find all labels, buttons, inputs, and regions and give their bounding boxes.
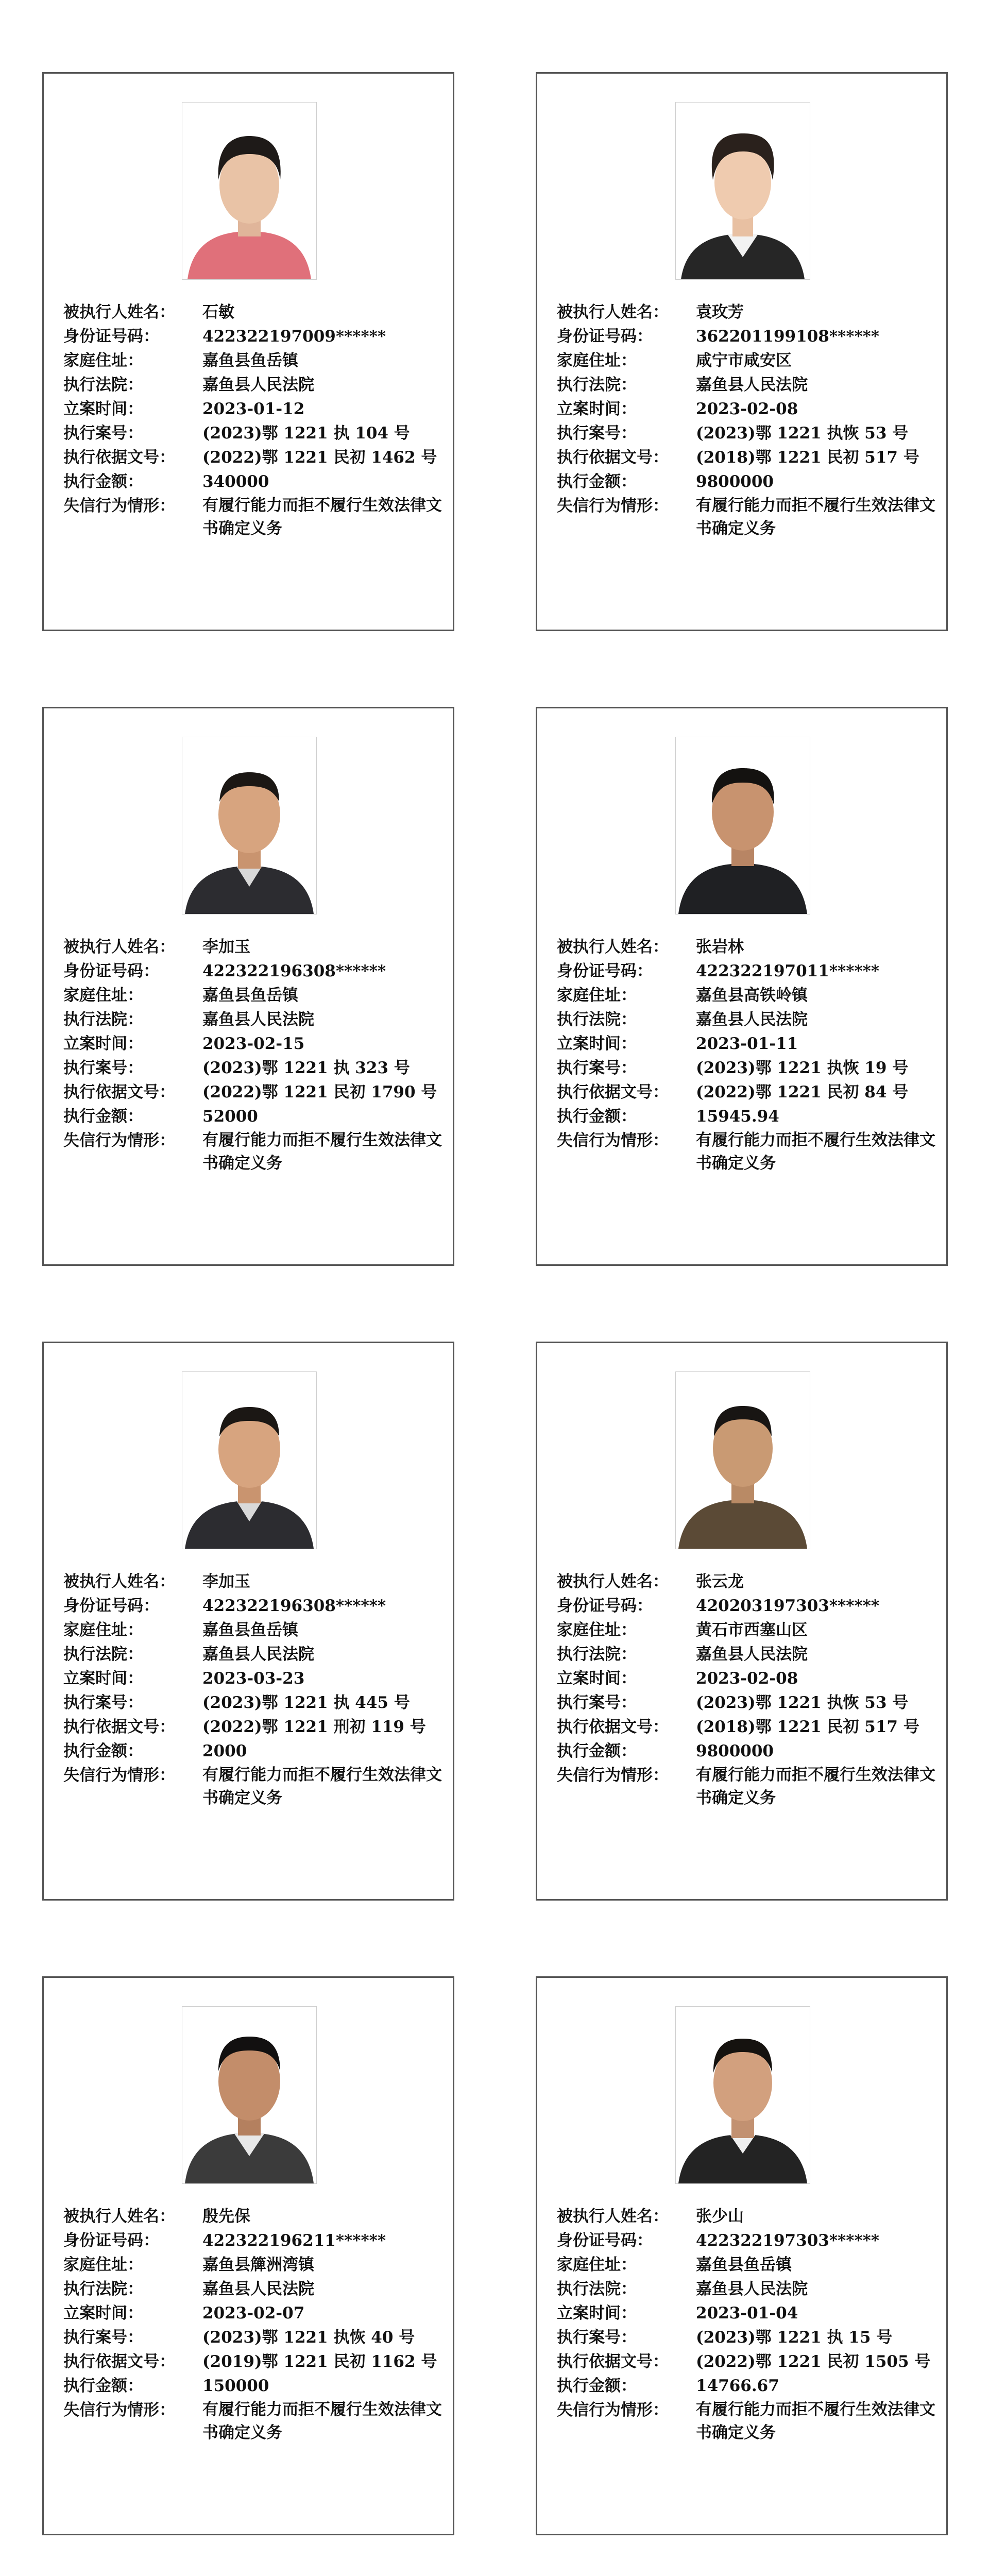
- label-name: 被执行人姓名：: [63, 303, 175, 321]
- person-fields: [63, 2205, 445, 2445]
- label-case-number: 执行案号：: [63, 1693, 143, 1712]
- value-filing-date: 2023-02-08: [696, 400, 798, 418]
- value-name: 李加玉: [202, 938, 250, 956]
- label-id-number: 身份证号码：: [557, 327, 653, 346]
- value-filing-date: 2023-03-23: [202, 1669, 305, 1688]
- value-case-number: (2023)鄂 1221 执恢 40 号: [202, 2328, 415, 2347]
- value-amount: 340000: [202, 472, 269, 491]
- value-address: 嘉鱼县簰洲湾镇: [202, 2256, 314, 2274]
- value-court: 嘉鱼县人民法院: [696, 1645, 808, 1664]
- value-court: 嘉鱼县人民法院: [696, 376, 808, 394]
- person-fields: [557, 1570, 938, 1810]
- label-amount: 执行金额：: [557, 472, 637, 491]
- label-amount: 执行金额：: [63, 1742, 143, 1760]
- label-basis-document: 执行依据文号：: [557, 448, 669, 467]
- label-court: 执行法院：: [63, 1645, 143, 1664]
- label-filing-date: 立案时间：: [557, 1669, 637, 1688]
- person-card-6: [536, 1342, 948, 1901]
- value-id-number: 362201199108******: [696, 327, 880, 346]
- label-name: 被执行人姓名：: [557, 1572, 669, 1591]
- label-dishonest-behavior: 失信行为情形：: [63, 1131, 175, 1150]
- value-name: 张云龙: [696, 1572, 744, 1591]
- value-basis-document: (2022)鄂 1221 民初 1790 号: [202, 1083, 437, 1101]
- label-filing-date: 立案时间：: [63, 1669, 143, 1688]
- value-amount: 15945.94: [696, 1107, 779, 1126]
- label-basis-document: 执行依据文号：: [63, 448, 175, 467]
- label-dishonest-behavior: 失信行为情形：: [557, 497, 669, 515]
- value-id-number: 422322196308******: [202, 1597, 386, 1615]
- value-id-number: 420203197303******: [696, 1597, 880, 1615]
- value-amount: 2000: [202, 1742, 247, 1760]
- value-case-number: (2023)鄂 1221 执 323 号: [202, 1059, 410, 1077]
- label-name: 被执行人姓名：: [557, 938, 669, 956]
- label-court: 执行法院：: [63, 376, 143, 394]
- value-id-number: 422322196211******: [202, 2231, 386, 2250]
- label-amount: 执行金额：: [557, 2377, 637, 2395]
- portrait-photo: [675, 1371, 810, 1549]
- label-court: 执行法院：: [557, 1645, 637, 1664]
- value-filing-date: 2023-02-07: [202, 2304, 305, 2323]
- label-address: 家庭住址：: [557, 1621, 637, 1639]
- person-card-4: [536, 707, 948, 1266]
- value-dishonest-behavior: 有履行能力而拒不履行生效法律文书确定义务: [202, 2400, 442, 2442]
- label-court: 执行法院：: [557, 376, 637, 394]
- label-id-number: 身份证号码：: [557, 2231, 653, 2250]
- value-dishonest-behavior: 有履行能力而拒不履行生效法律文书确定义务: [696, 1131, 935, 1173]
- label-id-number: 身份证号码：: [63, 327, 159, 346]
- label-id-number: 身份证号码：: [63, 2231, 159, 2250]
- value-case-number: (2023)鄂 1221 执恢 53 号: [696, 1693, 909, 1712]
- portrait-photo: [182, 102, 317, 280]
- person-card-1: [42, 72, 454, 631]
- label-name: 被执行人姓名：: [557, 303, 669, 321]
- label-amount: 执行金额：: [557, 1742, 637, 1760]
- person-fields: [557, 300, 938, 540]
- label-dishonest-behavior: 失信行为情形：: [63, 2401, 175, 2419]
- value-amount: 14766.67: [696, 2377, 779, 2395]
- label-case-number: 执行案号：: [557, 424, 637, 443]
- value-id-number: 422322197009******: [202, 327, 386, 346]
- label-name: 被执行人姓名：: [63, 1572, 175, 1591]
- portrait-photo: [182, 1371, 317, 1549]
- label-address: 家庭住址：: [63, 351, 143, 370]
- label-basis-document: 执行依据文号：: [63, 2352, 175, 2371]
- label-id-number: 身份证号码：: [63, 1597, 159, 1615]
- value-dishonest-behavior: 有履行能力而拒不履行生效法律文书确定义务: [696, 1766, 935, 1807]
- person-card-8: [536, 1976, 948, 2535]
- value-address: 嘉鱼县鱼岳镇: [202, 986, 298, 1005]
- value-court: 嘉鱼县人民法院: [202, 1010, 314, 1029]
- label-basis-document: 执行依据文号：: [557, 1083, 669, 1101]
- value-dishonest-behavior: 有履行能力而拒不履行生效法律文书确定义务: [202, 1766, 442, 1807]
- value-basis-document: (2022)鄂 1221 刑初 119 号: [202, 1718, 426, 1736]
- label-filing-date: 立案时间：: [557, 1035, 637, 1053]
- value-address: 嘉鱼县高铁岭镇: [696, 986, 808, 1005]
- portrait-silhouette-icon: [182, 1372, 316, 1549]
- value-name: 殷先保: [202, 2207, 250, 2226]
- label-basis-document: 执行依据文号：: [557, 1718, 669, 1736]
- label-filing-date: 立案时间：: [63, 1035, 143, 1053]
- label-name: 被执行人姓名：: [557, 2207, 669, 2226]
- value-dishonest-behavior: 有履行能力而拒不履行生效法律文书确定义务: [696, 496, 935, 538]
- portrait-silhouette-icon: [676, 1372, 810, 1549]
- label-court: 执行法院：: [557, 2280, 637, 2298]
- label-dishonest-behavior: 失信行为情形：: [557, 1766, 669, 1785]
- label-basis-document: 执行依据文号：: [557, 2352, 669, 2371]
- portrait-silhouette-icon: [182, 737, 316, 914]
- label-address: 家庭住址：: [63, 986, 143, 1005]
- value-case-number: (2023)鄂 1221 执 104 号: [202, 424, 410, 443]
- value-amount: 9800000: [696, 472, 774, 491]
- value-dishonest-behavior: 有履行能力而拒不履行生效法律文书确定义务: [202, 1131, 442, 1173]
- label-filing-date: 立案时间：: [63, 400, 143, 418]
- value-address: 嘉鱼县鱼岳镇: [202, 351, 298, 370]
- person-card-2: [536, 72, 948, 631]
- portrait-photo: [675, 737, 810, 914]
- value-name: 李加玉: [202, 1572, 250, 1591]
- label-address: 家庭住址：: [63, 1621, 143, 1639]
- person-fields: [557, 935, 938, 1175]
- label-dishonest-behavior: 失信行为情形：: [63, 1766, 175, 1785]
- value-filing-date: 2023-01-04: [696, 2304, 798, 2323]
- label-amount: 执行金额：: [557, 1107, 637, 1126]
- value-name: 石敏: [202, 303, 234, 321]
- value-basis-document: (2022)鄂 1221 民初 84 号: [696, 1083, 909, 1101]
- label-address: 家庭住址：: [63, 2256, 143, 2274]
- value-basis-document: (2022)鄂 1221 民初 1462 号: [202, 448, 437, 467]
- label-court: 执行法院：: [63, 2280, 143, 2298]
- label-filing-date: 立案时间：: [557, 2304, 637, 2323]
- value-case-number: (2023)鄂 1221 执恢 19 号: [696, 1059, 909, 1077]
- portrait-photo: [675, 2006, 810, 2184]
- value-address: 咸宁市咸安区: [696, 351, 792, 370]
- label-case-number: 执行案号：: [63, 2328, 143, 2347]
- value-basis-document: (2018)鄂 1221 民初 517 号: [696, 448, 919, 467]
- value-id-number: 422322196308******: [202, 962, 386, 980]
- portrait-silhouette-icon: [182, 2007, 316, 2183]
- label-court: 执行法院：: [63, 1010, 143, 1029]
- label-court: 执行法院：: [557, 1010, 637, 1029]
- value-court: 嘉鱼县人民法院: [696, 2280, 808, 2298]
- value-id-number: 422322197303******: [696, 2231, 880, 2250]
- label-name: 被执行人姓名：: [63, 2207, 175, 2226]
- label-dishonest-behavior: 失信行为情形：: [63, 497, 175, 515]
- value-amount: 9800000: [696, 1742, 774, 1760]
- label-address: 家庭住址：: [557, 986, 637, 1005]
- label-filing-date: 立案时间：: [63, 2304, 143, 2323]
- value-basis-document: (2019)鄂 1221 民初 1162 号: [202, 2352, 437, 2371]
- value-filing-date: 2023-01-12: [202, 400, 305, 418]
- label-address: 家庭住址：: [557, 351, 637, 370]
- value-case-number: (2023)鄂 1221 执 445 号: [202, 1693, 410, 1712]
- label-filing-date: 立案时间：: [557, 400, 637, 418]
- value-name: 张岩林: [696, 938, 744, 956]
- label-case-number: 执行案号：: [63, 1059, 143, 1077]
- label-id-number: 身份证号码：: [63, 962, 159, 980]
- portrait-photo: [182, 737, 317, 914]
- value-amount: 52000: [202, 1107, 258, 1126]
- value-court: 嘉鱼县人民法院: [696, 1010, 808, 1029]
- value-filing-date: 2023-01-11: [696, 1035, 798, 1053]
- value-id-number: 422322197011******: [696, 962, 880, 980]
- value-address: 嘉鱼县鱼岳镇: [202, 1621, 298, 1639]
- value-case-number: (2023)鄂 1221 执恢 53 号: [696, 424, 909, 443]
- portrait-silhouette-icon: [676, 2007, 810, 2183]
- label-case-number: 执行案号：: [557, 1059, 637, 1077]
- label-dishonest-behavior: 失信行为情形：: [557, 1131, 669, 1150]
- person-fields: [63, 1570, 445, 1810]
- label-name: 被执行人姓名：: [63, 938, 175, 956]
- label-case-number: 执行案号：: [63, 424, 143, 443]
- person-fields: [63, 935, 445, 1175]
- person-card-3: [42, 707, 454, 1266]
- label-id-number: 身份证号码：: [557, 962, 653, 980]
- label-dishonest-behavior: 失信行为情形：: [557, 2401, 669, 2419]
- label-case-number: 执行案号：: [557, 2328, 637, 2347]
- label-basis-document: 执行依据文号：: [63, 1083, 175, 1101]
- portrait-photo: [675, 102, 810, 280]
- value-filing-date: 2023-02-15: [202, 1035, 305, 1053]
- value-basis-document: (2022)鄂 1221 民初 1505 号: [696, 2352, 931, 2371]
- portrait-silhouette-icon: [676, 103, 810, 279]
- value-basis-document: (2018)鄂 1221 民初 517 号: [696, 1718, 919, 1736]
- value-dishonest-behavior: 有履行能力而拒不履行生效法律文书确定义务: [202, 496, 442, 538]
- value-filing-date: 2023-02-08: [696, 1669, 798, 1688]
- label-address: 家庭住址：: [557, 2256, 637, 2274]
- portrait-silhouette-icon: [182, 103, 316, 279]
- value-name: 袁玫芳: [696, 303, 744, 321]
- value-name: 张少山: [696, 2207, 744, 2226]
- label-amount: 执行金额：: [63, 1107, 143, 1126]
- person-fields: [63, 300, 445, 540]
- label-amount: 执行金额：: [63, 2377, 143, 2395]
- label-case-number: 执行案号：: [557, 1693, 637, 1712]
- portrait-photo: [182, 2006, 317, 2184]
- person-fields: [557, 2205, 938, 2445]
- value-court: 嘉鱼县人民法院: [202, 376, 314, 394]
- value-court: 嘉鱼县人民法院: [202, 2280, 314, 2298]
- person-card-7: [42, 1976, 454, 2535]
- portrait-silhouette-icon: [676, 737, 810, 914]
- value-address: 黄石市西塞山区: [696, 1621, 808, 1639]
- value-amount: 150000: [202, 2377, 269, 2395]
- value-address: 嘉鱼县鱼岳镇: [696, 2256, 792, 2274]
- value-dishonest-behavior: 有履行能力而拒不履行生效法律文书确定义务: [696, 2400, 935, 2442]
- person-card-5: [42, 1342, 454, 1901]
- value-case-number: (2023)鄂 1221 执 15 号: [696, 2328, 893, 2347]
- label-amount: 执行金额：: [63, 472, 143, 491]
- value-court: 嘉鱼县人民法院: [202, 1645, 314, 1664]
- label-id-number: 身份证号码：: [557, 1597, 653, 1615]
- label-basis-document: 执行依据文号：: [63, 1718, 175, 1736]
